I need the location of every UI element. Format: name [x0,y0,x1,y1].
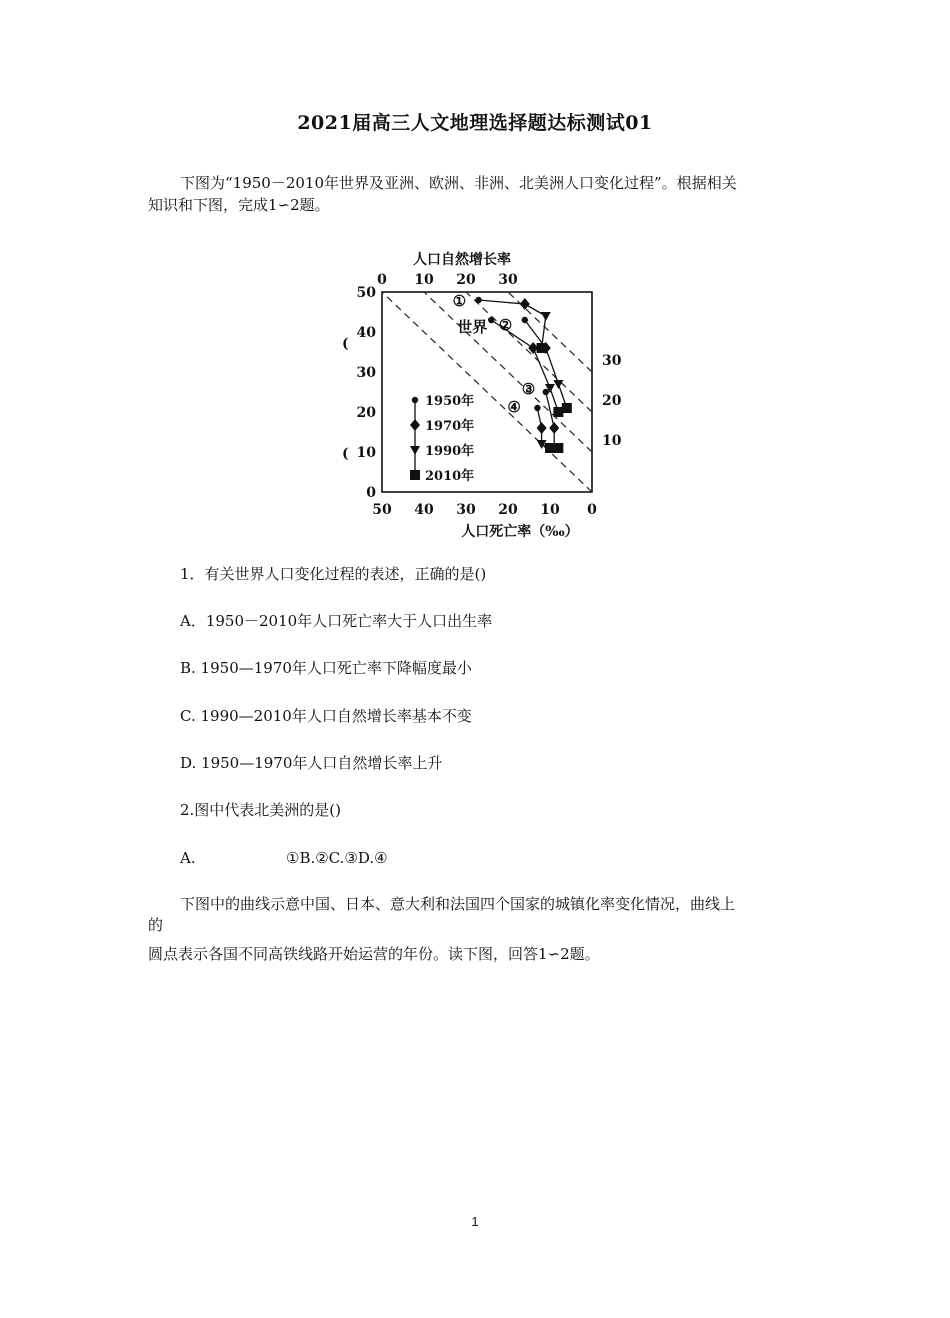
intro-paragraph-line-1: 下图为“1950－2010年世界及亚洲、欧洲、非洲、北美洲人口变化过程”。根据相关 [180,174,737,192]
question-1-stem: 1．有关世界人口变化过程的表述，正确的是() [180,565,487,583]
data-point [553,380,563,389]
data-point [549,422,559,434]
y-tick-label: 0 [366,485,376,501]
y-axis-label-fragment: ( [342,336,349,352]
population-chart [330,248,630,548]
legend-marker [410,446,420,455]
data-point [541,312,551,321]
question-1-option-d: D. 1950—1970年人口自然增长率上升 [180,754,443,772]
y-tick-label: 50 [356,285,376,301]
x-tick-label: 50 [372,502,392,518]
x-tick-label: 20 [498,502,518,518]
question-2-option-a: A. [180,849,196,867]
data-point [545,443,555,453]
y-tick-label: 20 [356,405,376,421]
data-point [534,405,540,411]
x-tick-label: 40 [414,502,434,518]
series-line [546,392,559,448]
legend-label: 2010年 [425,469,475,484]
intro2-line-1: 下图中的曲线示意中国、日本、意大利和法国四个国家的城镇化率变化情况，曲线上 [180,895,736,913]
intro-paragraph-line-2: 知识和下图，完成1∽2题。 [148,196,330,214]
intro2-line-2: 的 [148,916,164,934]
intro2-line-3: 圆点表示各国不同高铁线路开始运营的年份。读下图，回答1∽2题。 [148,945,600,963]
page-number: 1 [471,1214,479,1229]
data-point [537,422,547,434]
legend-marker [412,397,418,403]
legend-marker [410,419,420,431]
question-2-stem: 2.图中代表北美洲的是() [180,801,342,819]
right-growth-tick-label: 10 [602,433,622,449]
series-label: 世界 [457,318,488,336]
series-label: ① [452,292,467,310]
legend-label: 1950年 [425,394,475,409]
right-growth-tick-label: 30 [602,353,622,369]
y-tick-label: 40 [356,325,376,341]
series-label: ③ [521,380,536,398]
data-point [520,298,530,310]
y-axis-label-fragment: ( [342,446,349,462]
question-1-option-a: A．1950－2010年人口死亡率大于人口出生率 [180,612,493,630]
top-growth-tick-label: 30 [498,272,518,288]
x-tick-label: 10 [540,502,560,518]
x-tick-label: 30 [456,502,476,518]
legend-label: 1970年 [425,419,475,434]
data-point [475,297,481,303]
top-growth-tick-label: 10 [414,272,434,288]
question-2-options: ①B.②C.③D.④ [286,849,388,867]
x-axis-label: 人口死亡率（‰） [461,524,579,540]
data-point [543,389,549,395]
question-1-option-c: C. 1990—2010年人口自然增长率基本不变 [180,707,472,725]
y-tick-label: 30 [356,365,376,381]
data-point [522,317,528,323]
top-growth-tick-label: 0 [377,272,387,288]
legend-label: 1990年 [425,444,475,459]
chart-top-title: 人口自然增长率 [413,252,511,268]
y-tick-label: 10 [356,445,376,461]
question-1-option-b: B. 1950—1970年人口死亡率下降幅度最小 [180,659,472,677]
data-point [562,403,572,413]
series-label: ② [498,316,513,334]
data-point [488,317,494,323]
top-growth-tick-label: 20 [456,272,476,288]
legend-marker [410,470,420,480]
x-tick-label: 0 [587,502,597,518]
document-title: 2021届高三人文地理选择题达标测试01 [297,112,653,134]
series-label: ④ [507,398,521,416]
right-growth-tick-label: 20 [602,393,622,409]
population-chart-svg [330,248,630,548]
